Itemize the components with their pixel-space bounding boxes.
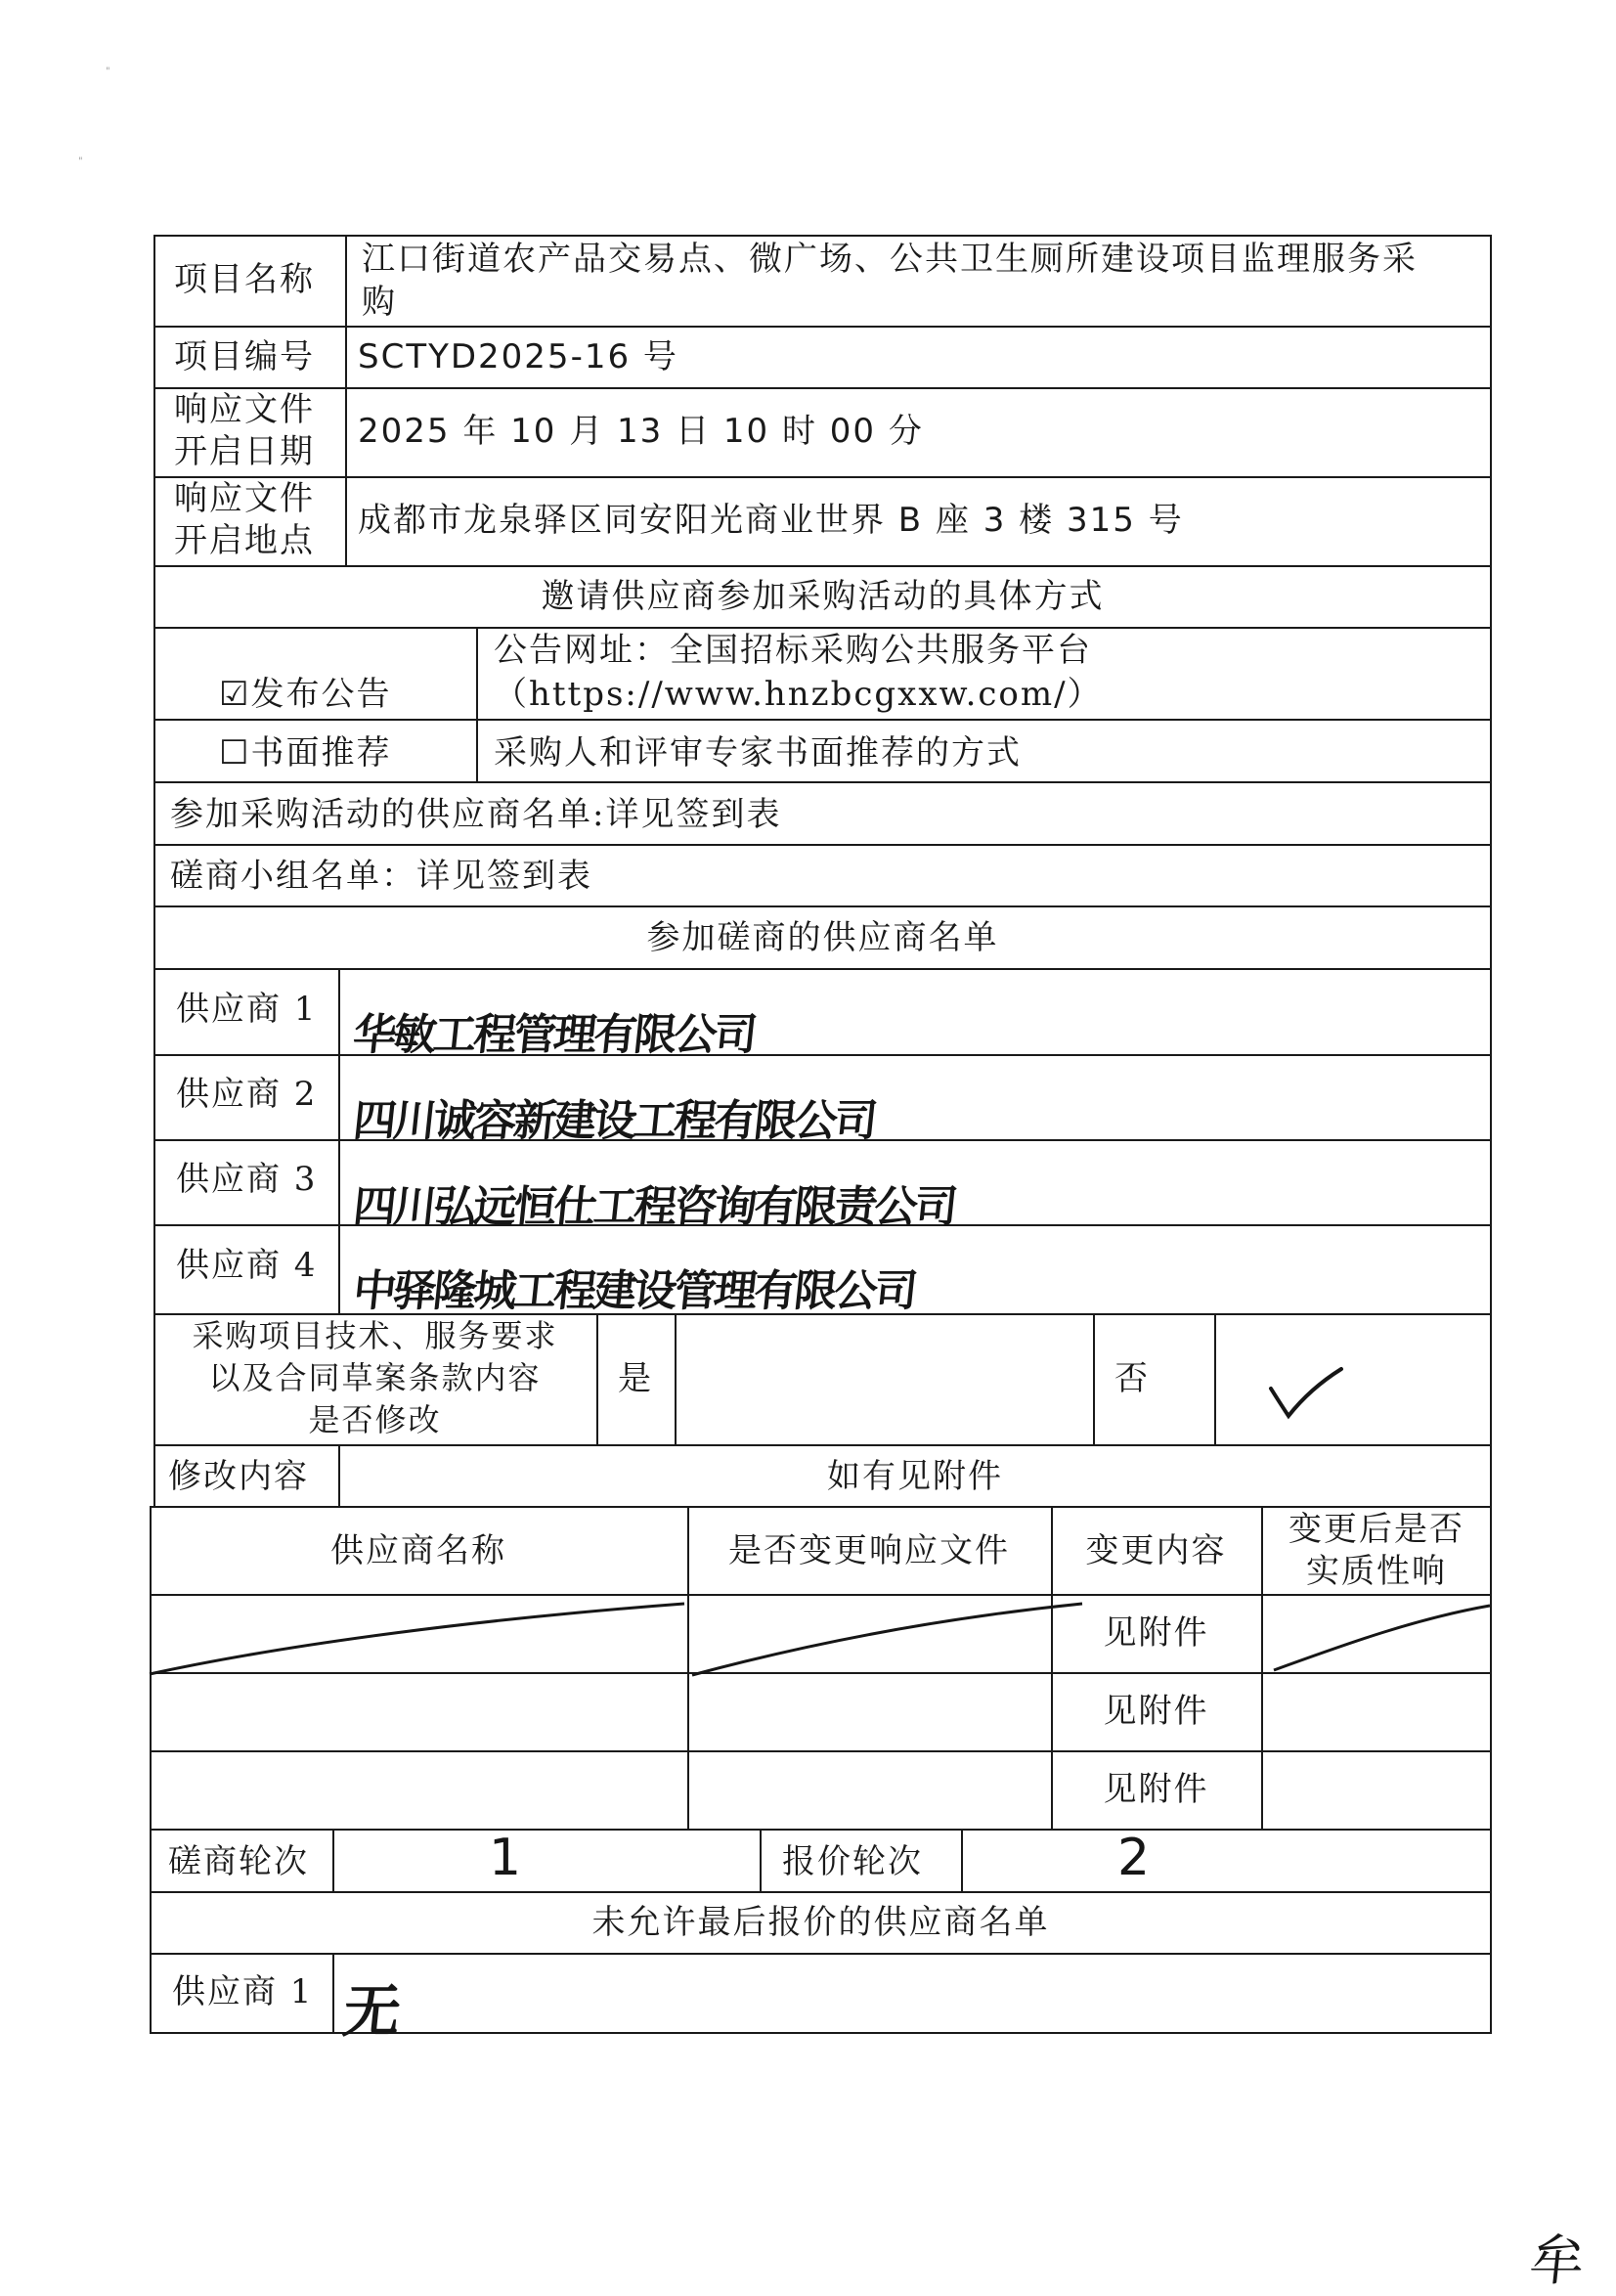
open-place-label-2: 开启地点 [174, 521, 315, 560]
panel-list: 磋商小组名单：详见签到表 [170, 857, 592, 896]
project-number-value: SCTYD2025-16 号 [358, 337, 678, 376]
open-date-label-2: 开启日期 [174, 432, 315, 471]
table-row-content: 见附件 [1103, 1770, 1209, 1809]
supplier-name-handwritten: 中驿隆城工程建设管理有限公司 [350, 1266, 918, 1316]
yes-label: 是 [618, 1359, 653, 1398]
col-header-substantive-2: 实质性响 [1306, 1552, 1447, 1591]
col-header-substantive-1: 变更后是否 [1288, 1510, 1464, 1549]
unchecked-checkbox-icon: ☐ [219, 733, 251, 773]
modification-question-line1: 采购项目技术、服务要求 [192, 1317, 558, 1354]
col-header-change-content: 变更内容 [1085, 1531, 1227, 1570]
invite-option-publish-label: 发布公告 [250, 675, 392, 714]
scan-mark: " [78, 156, 83, 167]
supplier-name-handwritten: 四川弘远恒仕工程咨询有限责公司 [350, 1182, 958, 1232]
modification-content-value: 如有见附件 [827, 1457, 1003, 1496]
checked-checkbox-icon: ☑ [219, 675, 251, 714]
quote-rounds-value: 2 [1117, 1829, 1151, 1887]
modification-question-line3: 是否修改 [308, 1401, 442, 1438]
scan-mark: " [106, 66, 110, 77]
supplier-name-handwritten: 四川诚容新建设工程有限公司 [350, 1096, 878, 1146]
project-number-label: 项目编号 [174, 337, 315, 376]
open-place-value: 成都市龙泉驿区同安阳光商业世界 B 座 3 楼 315 号 [358, 501, 1184, 540]
final-quote-excluded-title: 未允许最后报价的供应商名单 [591, 1903, 1050, 1942]
open-place-label-1: 响应文件 [174, 479, 315, 518]
table-row-content: 见附件 [1103, 1692, 1209, 1731]
supplier-label: 供应商 1 [176, 990, 318, 1029]
participant-list: 参加采购活动的供应商名单:详见签到表 [170, 795, 782, 834]
modification-question-line2: 以及合同草案条款内容 [208, 1359, 542, 1396]
project-name-label: 项目名称 [174, 260, 315, 299]
open-date-label-1: 响应文件 [174, 390, 315, 429]
strike-line [150, 1604, 684, 1674]
handwritten-signature: 牟 [1526, 2230, 1585, 2293]
final-supplier-value: 无 [339, 1978, 402, 2045]
invite-title: 邀请供应商参加采购活动的具体方式 [541, 577, 1105, 616]
supplier-label: 供应商 3 [176, 1160, 318, 1199]
invite-option-recommend-desc: 采购人和评审专家书面推荐的方式 [494, 733, 1022, 773]
table-row-content: 见附件 [1103, 1613, 1209, 1653]
col-header-changed-response: 是否变更响应文件 [728, 1531, 1010, 1570]
supplier-label: 供应商 2 [176, 1075, 318, 1114]
final-supplier-label: 供应商 1 [172, 1972, 314, 2011]
no-label: 否 [1114, 1359, 1150, 1398]
announcement-url-line2: （https://www.hnzbcgxxw.com/） [494, 675, 1103, 714]
strike-line [692, 1604, 1082, 1675]
open-date-value: 2025 年 10 月 13 日 10 时 00 分 [358, 412, 924, 451]
invite-option-recommend-label: 书面推荐 [250, 733, 392, 773]
check-mark-icon [1271, 1369, 1341, 1416]
announcement-url-line1: 公告网址：全国招标采购公共服务平台 [494, 631, 1092, 670]
project-name-value-line2: 购 [362, 283, 397, 322]
modification-content-label: 修改内容 [168, 1457, 309, 1496]
col-header-supplier-name: 供应商名称 [330, 1531, 506, 1570]
negotiation-rounds-value: 1 [489, 1829, 522, 1887]
supplier-name-handwritten: 华敏工程管理有限公司 [350, 1010, 758, 1060]
supplier-label: 供应商 4 [176, 1246, 318, 1285]
negotiation-suppliers-title: 参加磋商的供应商名单 [646, 918, 999, 957]
strike-line [1274, 1606, 1490, 1670]
negotiation-rounds-label: 磋商轮次 [168, 1842, 309, 1881]
quote-rounds-label: 报价轮次 [782, 1842, 923, 1881]
project-name-value-line1: 江口街道农产品交易点、微广场、公共卫生厕所建设项目监理服务采 [362, 240, 1418, 279]
